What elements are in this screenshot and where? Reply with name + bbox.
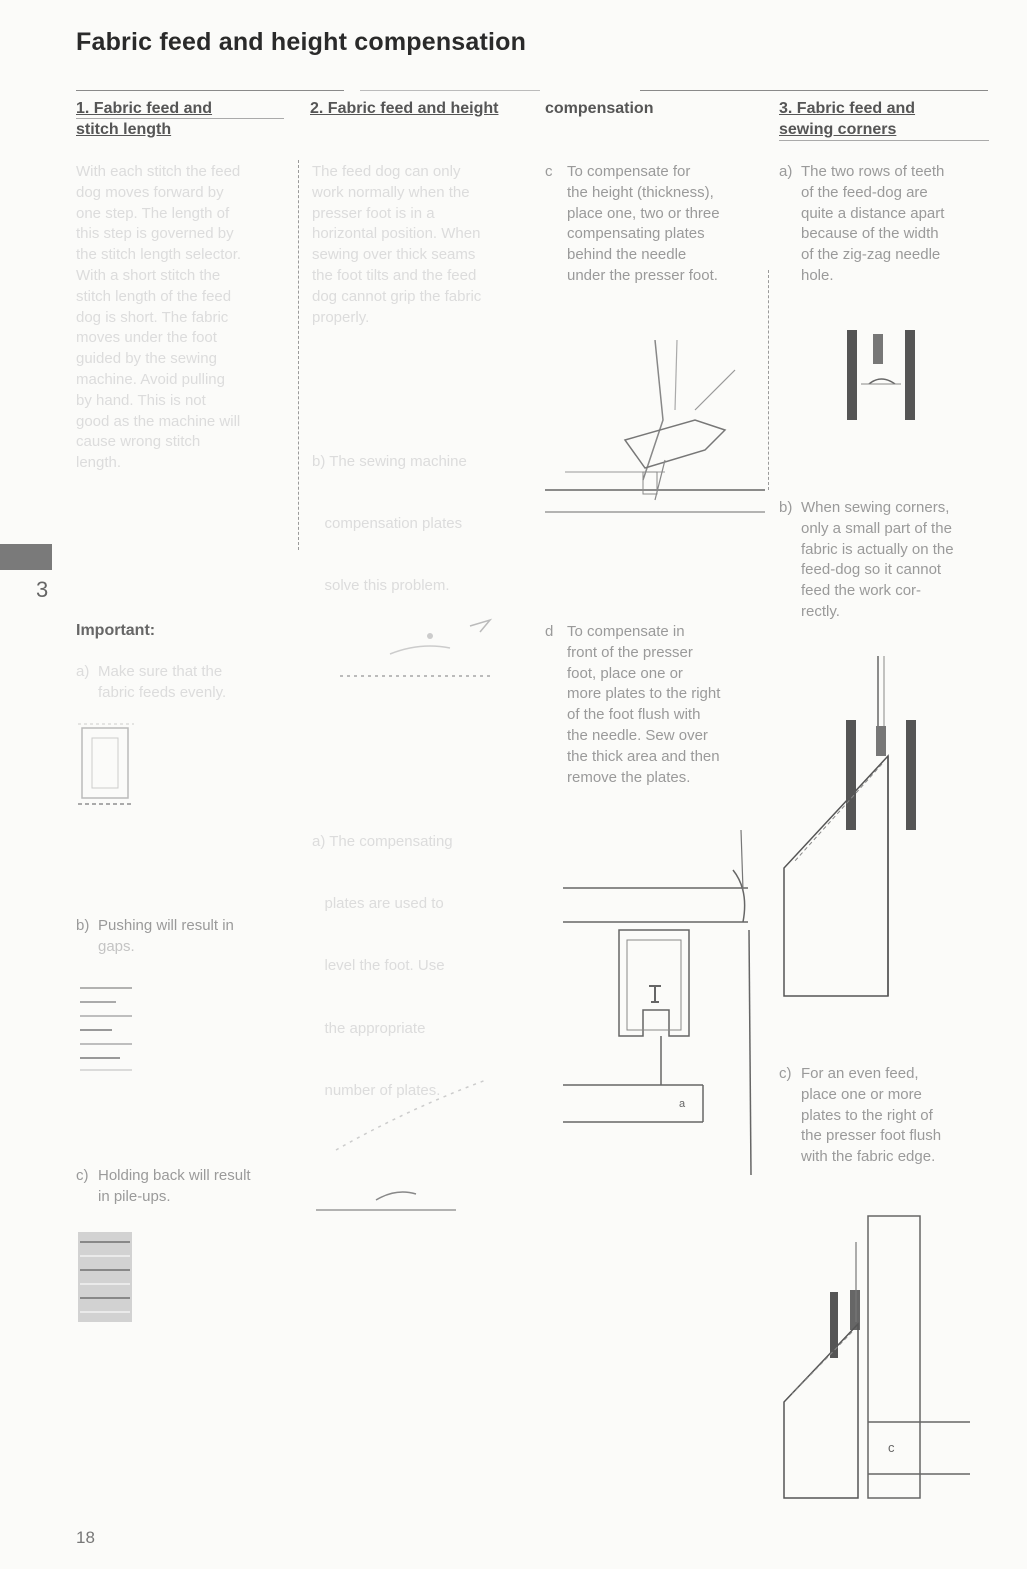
item-d-line: foot, place one or bbox=[567, 664, 683, 682]
section2-body-line: presser foot is in a bbox=[312, 204, 435, 222]
item-a-line: of the feed-dog are bbox=[801, 183, 928, 201]
section2-body-line: properly. bbox=[312, 308, 370, 326]
section2-body-line: sewing over thick seams bbox=[312, 246, 476, 264]
item-d-label: d bbox=[545, 623, 554, 640]
section1-heading bbox=[76, 98, 286, 140]
item-b-line: b) When sewing corners, bbox=[779, 498, 994, 519]
section2-item-c bbox=[545, 162, 760, 287]
item-c-line: c To compensate for bbox=[545, 162, 760, 183]
item-c-label: c bbox=[545, 163, 553, 180]
item-c-line: place one, two or three bbox=[567, 204, 720, 222]
item-a-line: hole. bbox=[801, 266, 834, 284]
section3-item-c bbox=[779, 1064, 994, 1168]
section2-body bbox=[312, 162, 522, 328]
item-d-line: of the foot flush with bbox=[567, 706, 701, 724]
fabric-pileup-illustration bbox=[76, 1230, 136, 1326]
item-a-line: of the zig-zag needle bbox=[801, 246, 941, 264]
section3-heading-line2: sewing corners bbox=[779, 121, 897, 138]
section1-body-line: With a short stitch the bbox=[76, 266, 221, 284]
section1-body-line: machine. Avoid pulling bbox=[76, 370, 225, 388]
section3-underline bbox=[779, 140, 989, 141]
section1-body-line: length. bbox=[76, 454, 122, 472]
section3-item-a bbox=[779, 162, 994, 287]
item-d-line: more plates to the right bbox=[567, 685, 721, 703]
section1-body-line: this step is governed by bbox=[76, 225, 234, 243]
section2-body-line: dog cannot grip the fabric bbox=[312, 287, 482, 305]
item-d-line: front of the presser bbox=[567, 643, 693, 661]
item-d-line: remove the plates. bbox=[567, 768, 691, 786]
section1-body bbox=[76, 162, 286, 474]
item-b-line: feed the work cor- bbox=[801, 582, 922, 600]
item-c-line: in pile-ups. bbox=[98, 1187, 171, 1205]
item-d-line: d To compensate in bbox=[545, 622, 760, 643]
section3-item-b bbox=[779, 498, 994, 623]
section1-body-line: dog is short. The fabric bbox=[76, 308, 229, 326]
chapter-number: 3 bbox=[36, 577, 49, 602]
section2-heading-cont: compensation bbox=[545, 100, 654, 117]
top-rule-1 bbox=[76, 90, 344, 91]
section1-heading-line2: stitch length bbox=[76, 121, 172, 138]
important-heading: Important: bbox=[76, 622, 156, 639]
section2-lower-line: a) The compensating bbox=[312, 832, 453, 850]
sewing-corner-illustration bbox=[780, 656, 930, 1001]
item-a-label: a) bbox=[76, 663, 90, 680]
item-b-line: only a small part of the bbox=[801, 519, 952, 537]
section1-body-line: With each stitch the feed bbox=[76, 163, 241, 180]
item-a-line: fabric feeds evenly. bbox=[98, 683, 227, 701]
item-b-line: fabric is actually on the bbox=[801, 540, 954, 558]
figure-letter-a: a bbox=[679, 1098, 686, 1110]
item-a-line: quite a distance apart bbox=[801, 204, 945, 222]
section2-body-line: horizontal position. When bbox=[312, 225, 481, 243]
item-b-line: feed-dog so it cannot bbox=[801, 561, 942, 579]
item-a-line: a) The two rows of teeth bbox=[779, 162, 994, 183]
item-a-line: a) Make sure that the bbox=[76, 662, 286, 683]
item-c-line: under the presser foot. bbox=[567, 266, 718, 284]
section1-body-line: good as the machine will bbox=[76, 412, 241, 430]
chapter-tab bbox=[0, 544, 52, 570]
item-b-line: b) Pushing will result in bbox=[76, 916, 286, 937]
front-compensation-illustration bbox=[563, 830, 763, 1180]
top-rule-3 bbox=[640, 90, 988, 91]
item-c-label: c) bbox=[76, 1167, 89, 1184]
corner-plate-illustration bbox=[780, 1212, 975, 1502]
item-c-line: with the fabric edge. bbox=[801, 1148, 936, 1166]
section1-body-line: one step. The length of bbox=[76, 204, 230, 222]
feed-dog-teeth-illustration bbox=[843, 326, 925, 426]
item-c-line: c) Holding back will result bbox=[76, 1166, 296, 1187]
item-c-line: plates to the right of bbox=[801, 1106, 933, 1124]
corner-plate-figure bbox=[780, 1212, 975, 1502]
item-c-line: c) For an even feed, bbox=[779, 1064, 994, 1085]
item-c-line: compensating plates bbox=[567, 225, 705, 243]
section2-lower-line: level the foot. Use bbox=[312, 957, 445, 975]
section2-item-d bbox=[545, 622, 760, 788]
item-c-label: c) bbox=[779, 1065, 792, 1082]
item-c-line: place one or more bbox=[801, 1085, 922, 1103]
section1-body-line: stitch length of the feed bbox=[76, 287, 232, 305]
page-number: 18 bbox=[76, 1528, 95, 1547]
item-c-line: behind the needle bbox=[567, 246, 687, 264]
item-b-line: rectly. bbox=[801, 602, 840, 620]
section1-body-line: by hand. This is not bbox=[76, 391, 206, 409]
section1-heading-line1: 1. Fabric feed and bbox=[76, 100, 213, 117]
section2-b-line: solve this problem. bbox=[312, 577, 450, 595]
section2-body-line: The feed dog can only bbox=[312, 163, 461, 180]
section2-lower-line: the appropriate bbox=[312, 1019, 426, 1037]
compensation-plate-faint-illustration bbox=[316, 1070, 496, 1220]
item-b-label: b) bbox=[779, 499, 793, 516]
item-d-line: the thick area and then bbox=[567, 747, 720, 765]
top-rule-2 bbox=[360, 90, 540, 91]
figure-letter-c: c bbox=[888, 1440, 895, 1455]
important-item-a bbox=[76, 662, 286, 704]
item-a-line: because of the width bbox=[801, 225, 939, 243]
item-d-line: the needle. Sew over bbox=[567, 726, 708, 744]
fabric-gaps-illustration bbox=[76, 982, 140, 1074]
section3-heading bbox=[779, 98, 989, 140]
presser-foot-behind-needle-illustration bbox=[545, 340, 770, 520]
section1-body-line: guided by the sewing bbox=[76, 350, 217, 368]
section1-body-line: dog moves forward by bbox=[76, 183, 224, 201]
section1-body-line: cause wrong stitch bbox=[76, 433, 201, 451]
section1-body-line: moves under the foot bbox=[76, 329, 217, 347]
section2-lower-line: plates are used to bbox=[312, 894, 444, 912]
front-compensation-figure bbox=[563, 830, 763, 1180]
section1-underline bbox=[76, 118, 284, 119]
fabric-even-feed-illustration bbox=[76, 720, 140, 812]
item-a-label: a) bbox=[779, 163, 793, 180]
section2-b-line: b) The sewing machine bbox=[312, 452, 467, 470]
column-divider-1 bbox=[298, 160, 299, 550]
section2-body-line: work normally when the bbox=[312, 183, 470, 201]
item-b-label: b) bbox=[76, 917, 90, 934]
item-c-line: the height (thickness), bbox=[567, 183, 714, 201]
important-item-c bbox=[76, 1166, 296, 1208]
important-item-b bbox=[76, 916, 286, 958]
item-b-line: gaps. bbox=[98, 937, 135, 955]
section2-lower-line: number of plates. bbox=[312, 1082, 441, 1100]
section2-heading: 2. Fabric feed and height bbox=[310, 100, 499, 117]
section1-body-line: the stitch length selector. bbox=[76, 246, 242, 264]
item-c-line: the presser foot flush bbox=[801, 1127, 942, 1145]
section2-body-line: the foot tilts and the feed bbox=[312, 266, 477, 284]
page-title: Fabric feed and height compensation bbox=[76, 28, 527, 56]
section3-heading-line1: 3. Fabric feed and bbox=[779, 100, 916, 117]
section2-item-b bbox=[312, 410, 522, 618]
section2-b-line: compensation plates bbox=[312, 514, 463, 532]
presser-foot-thick-seam-faint-illustration bbox=[330, 606, 500, 686]
